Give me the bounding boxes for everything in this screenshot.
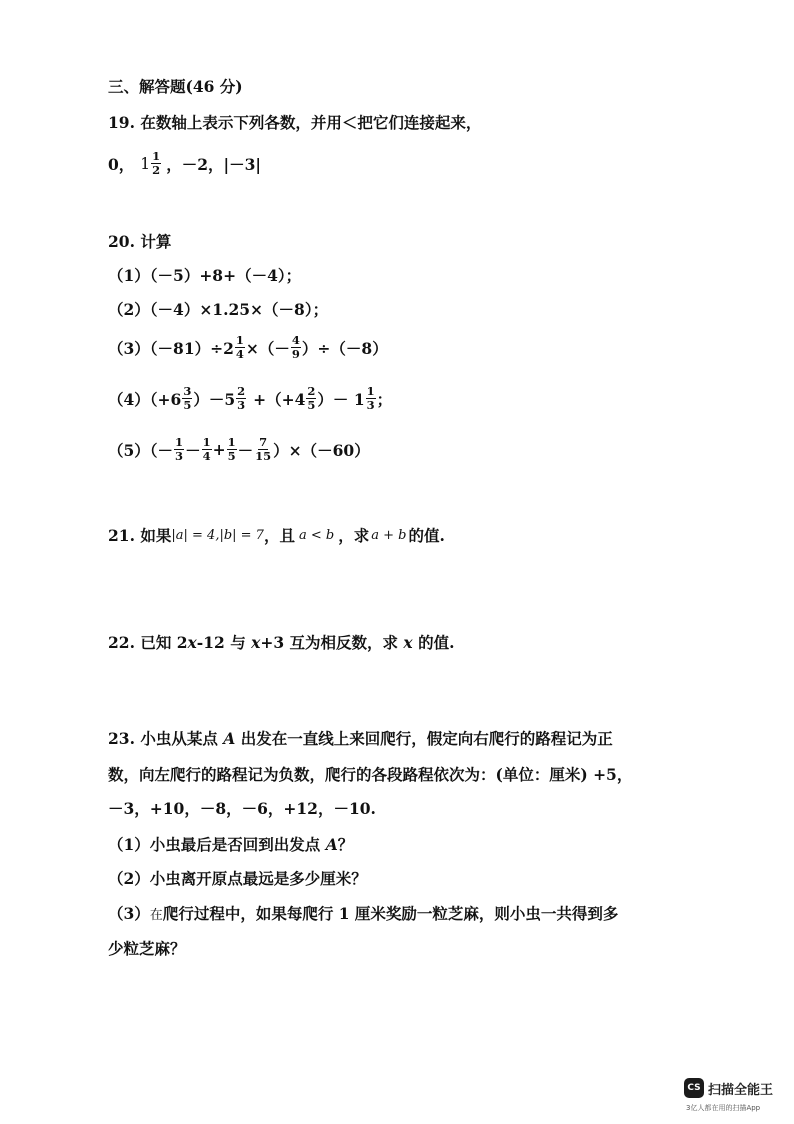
q20-p5-fraction-4: $\frac{7}{15}$ <box>255 435 272 463</box>
q21-expression: a + b <box>371 527 407 543</box>
q19-numbers <box>108 150 261 177</box>
watermark-name: 扫描全能王 <box>708 1082 774 1098</box>
q23-line-2: 数，向左爬行的路程记为负数，爬行的各段路程依次为：(单位：厘米) +5， <box>108 765 633 784</box>
q20-p3-fraction-2: $\frac{4}{9}$ <box>291 333 300 361</box>
q21-condition-order: a < b <box>298 527 335 543</box>
q19-fraction: $\frac{1}{2}$ <box>152 149 161 177</box>
section-title: 三、解答题(46 分) <box>108 77 243 96</box>
scanner-watermark <box>684 1078 773 1098</box>
q20-part-5: （5）（－ $\frac{1}{3}$ － $\frac{1}{4}$ + $\frac{1}{5}$ － $\frac{7}{15}$ ）×（－60） <box>108 435 370 463</box>
q23-sub-2: （2）小虫离开原点最远是多少厘米？ <box>108 869 367 888</box>
q20-p4-fraction-3: $\frac{2}{5}$ <box>307 384 316 412</box>
watermark-tagline: 3亿人都在用的扫描App <box>686 1104 761 1112</box>
q20-p5-fraction-3: $\frac{1}{5}$ <box>227 435 236 463</box>
q20-title: 20. 计算 <box>108 232 172 251</box>
q19-prompt: 19. 在数轴上表示下列各数，并用＜把它们连接起来， <box>108 113 482 132</box>
q22: 22. 已知 2 x -12 与 x +3 互为相反数，求 x 的值. <box>108 632 455 652</box>
q20-p3-fraction-1: $\frac{1}{4}$ <box>235 333 244 361</box>
q19-rest: ，－2，|－3| <box>166 154 262 174</box>
q20-p4-fraction-1: $\frac{3}{5}$ <box>183 384 192 412</box>
q20-p4-fraction-2: $\frac{2}{3}$ <box>237 384 246 412</box>
q20-p4-fraction-4: $\frac{1}{3}$ <box>366 384 375 412</box>
q23-sub-3: （3） 在 爬行过程中，如果每爬行 1 厘米奖励一粒芝麻，则小虫一共得到多 <box>108 904 619 923</box>
q20-part-4: （4）（+6 $\frac{3}{5}$ ）－5 $\frac{2}{3}$ +（+4 $\frac{2}{5}$ ）－ 1 $\frac{1}{3}$ ； <box>108 384 393 412</box>
q19-mixed-whole: 1 <box>140 154 151 173</box>
q20-part-2: （2）（－4）×1.25×（－8）； <box>108 300 329 319</box>
q20-part-3: （3）（－81）÷2 $\frac{1}{4}$ ×（－ $\frac{4}{9}$ ）÷（－8） <box>108 333 388 361</box>
q21-condition-abs: |a| = 4,|b| = 7 <box>171 527 264 543</box>
q20-p5-fraction-2: $\frac{1}{4}$ <box>202 435 211 463</box>
q21: 21. 如果 |a| = 4,|b| = 7 ，且 a < b ，求 a + b 的值. <box>108 526 445 545</box>
q20-part-1: （1）（－5）+8+（－4）； <box>108 266 302 285</box>
camscanner-icon: CS <box>684 1078 704 1098</box>
q23-line-3: －3，+10，－8，－6，+12，－10. <box>108 799 376 818</box>
q23-line-1: 23. 小虫从某点 A 出发在一直线上来回爬行，假定向右爬行的路程记为正 <box>108 728 613 748</box>
q20-p5-fraction-1: $\frac{1}{3}$ <box>175 435 184 463</box>
q23-sub-1: （1）小虫最后是否回到出发点 A ？ <box>108 834 354 854</box>
q19-zero: 0， <box>108 154 135 174</box>
q23-sub-3-cont: 少粒芝麻？ <box>108 939 186 958</box>
